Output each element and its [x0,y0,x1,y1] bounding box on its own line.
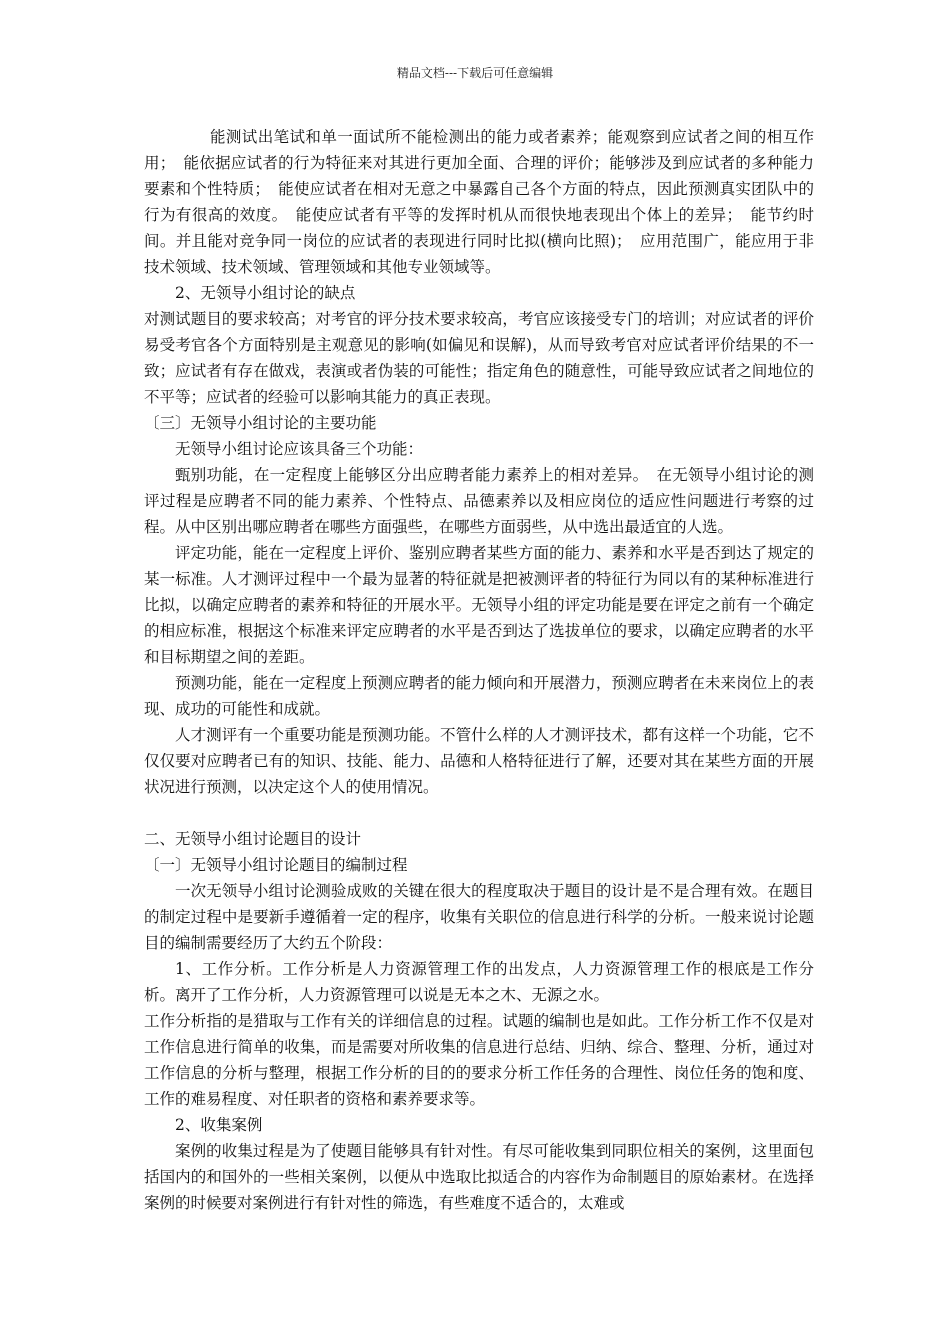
heading-disadvantages: 2、无领导小组讨论的缺点 [175,284,356,302]
section-heading-process: 〔一〕无领导小组讨论题目的编制过程 [144,856,408,874]
paragraph-job-analysis: 1、工作分析。工作分析是人力资源管理工作的出发点，人力资源管理工作的根底是工作分析。离开了工作分析，人力资源管理可以说是无本之木、无源之水。 [144,960,814,1004]
heading-collect-cases: 2、收集案例 [175,1116,263,1134]
paragraph-job-analysis-detail: 工作分析指的是猎取与工作有关的详细信息的过程。试题的编制也是如此。工作分析工作不仅是对工作信息进行简单的收集，而是需要对所收集的信息进行总结、归纳、综合、整理、分析，通过对工作信息的分析与整理，根据工作分析的目的的要求分析工作任务的合理性、岗位任务的饱和度、工作的难易程度、对任职者的资格和素养要求等。 [144,1012,814,1108]
paragraph-prediction-detail: 人才测评有一个重要功能是预测功能。不管什么样的人才测评技术，都有这样一个功能，它不仅仅要对应聘者已有的知识、技能、能力、品德和人格特征进行了解，还要对其在某些方面的开展状况进行预测，以决定这个人的使用情况。 [144,726,814,796]
page-header: 精品文档---下载后可任意编辑 [396,66,554,80]
section-heading-functions: 〔三〕无领导小组讨论的主要功能 [144,414,377,432]
paragraph-disadvantages: 对测试题目的要求较高；对考官的评分技术要求较高，考官应该接受专门的培训；对应试者的评价易受考官各个方面特别是主观意见的影响(如偏见和误解)，从而导致考官对应试者评价结果的不一致；应试者有存在做戏，表演或者伪装的可能性；指定角色的随意性，可能导致应试者之间地位的不平等；应试者的经验可以影响其能力的真正表现。 [144,310,814,406]
paragraph-advantages: 能测试出笔试和单一面试所不能检测出的能力或者素养；能观察到应试者之间的相互作用； 能依据应试者的行为特征来对其进行更加全面、合理的评价；能够涉及到应试者的多种能力要素和个性特质； 能使应试者在相对无意之中暴露自己各个方面的特点，因此预测真实团队中的行为有很高的效度。 能使应试者有平等的发挥时机从而很快地表现出个体上的差异； 能节约时间。并且能对竞争同一岗位的应试者的表现进行同时比拟(横向比照)； 应用范围广，能应用于非技术领域、技术领域、管理领域和其他专业领域等。 [144,128,814,276]
document-body [144,124,814,1216]
paragraph-collect-cases: 案例的收集过程是为了使题目能够具有针对性。有尽可能收集到同职位相关的案例，这里面包括国内的和国外的一些相关案例，以便从中选取比拟适合的内容作为命制题目的原始素材。在选择案例的时候要对案例进行有针对性的筛选，有些难度不适合的，太难或 [144,1142,814,1212]
chapter-heading-design: 二、无领导小组讨论题目的设计 [144,830,362,848]
paragraph-evaluation-function: 评定功能，能在一定程度上评价、鉴别应聘者某些方面的能力、素养和水平是否到达了规定的某一标准。人才测评过程中一个最为显著的特征就是把被测评者的特征行为同以有的某种标准进行比拟，以确定应聘者的素养和特征的开展水平。无领导小组的评定功能是要在评定之前有一个确定的相应标准，根据这个标准来评定应聘者的水平是否到达了选拔单位的要求，以确定应聘者的水平和目标期望之间的差距。 [144,544,814,666]
paragraph-process-intro: 一次无领导小组讨论测验成败的关键在很大的程度取决于题目的设计是不是合理有效。在题目的制定过程中是要新手遵循着一定的程序，收集有关职位的信息进行科学的分析。一般来说讨论题目的编制需要经历了大约五个阶段： [144,882,814,952]
paragraph-functions-intro: 无领导小组讨论应该具备三个功能： [175,440,424,458]
paragraph-prediction-function: 预测功能，能在一定程度上预测应聘者的能力倾向和开展潜力，预测应聘者在未来岗位上的表现、成功的可能性和成就。 [144,674,814,718]
paragraph-screening-function: 甄别功能，在一定程度上能够区分出应聘者能力素养上的相对差异。 在无领导小组讨论的测评过程是应聘者不同的能力素养、个性特点、品德素养以及相应岗位的适应性问题进行考察的过程。从中区别出哪应聘者在哪些方面强些，在哪些方面弱些，从中选出最适宜的人选。 [144,466,814,536]
blank-line [144,800,814,826]
